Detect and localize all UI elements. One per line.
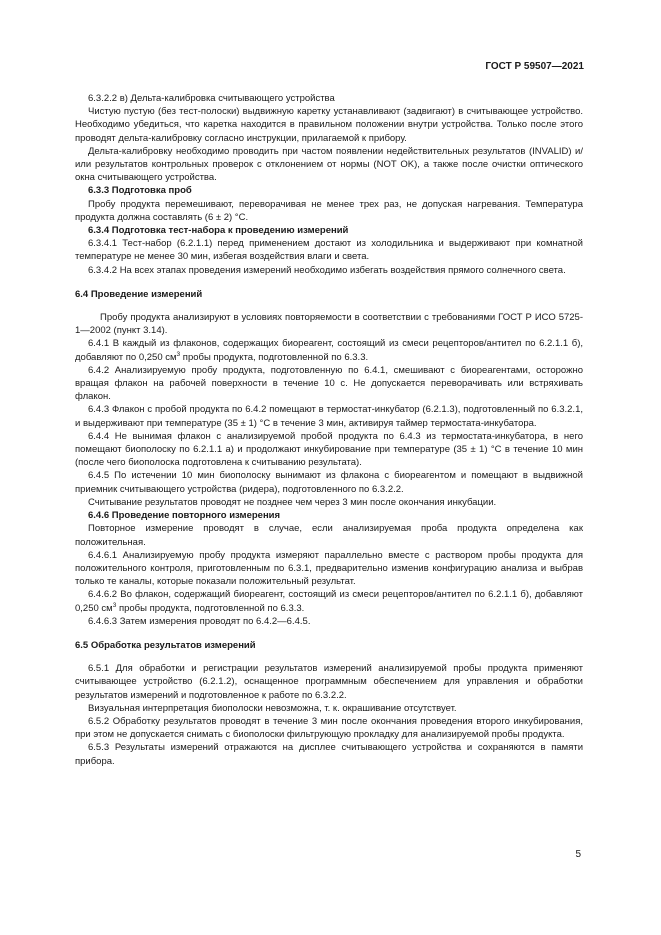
paragraph: 6.4.6.1 Анализируемую пробу продукта измеряют параллельно вместе с раствором пробы продукта для положительного контроля, приготовленным по 6.3.1, предварительно изменив конфигурацию анализа и выбрав только те каналы, которые показали положительный результат. [75, 549, 583, 588]
document-code-header: ГОСТ Р 59507—2021 [485, 61, 584, 72]
superscript: 3 [176, 350, 181, 358]
paragraph: 6.5.2 Обработку результатов проводят в течение 3 мин после окончания проведения второго инкубирования, при этом не допускается снимать с биополоски фильтрующую прокладку для анализируемой пробы продукта. [75, 715, 583, 741]
paragraph: Повторное измерение проводят в случае, если анализируемая проба продукта определена как положительная. [75, 523, 583, 548]
subsection-heading: 6.3.3 Подготовка проб [88, 185, 192, 197]
paragraph: 6.5.1 Для обработки и регистрации результатов измерений анализируемой пробы продукта применяют считывающее устройство (6.2.1.2), оснащенное программным обеспечением для управления и обработки результатов измерений и подготовленное к работе по 6.3.2.2. [75, 663, 583, 701]
paragraph-text: пробы продукта, подготовленной по 6.3.3. [180, 351, 369, 363]
paragraph-text: пробы продукта, подготовленной по 6.3.3. [116, 602, 305, 614]
subsection-heading: 6.3.4 Подготовка тест-набора к проведению измерений [88, 225, 349, 237]
section-heading: 6.5 Обработка результатов измерений [75, 639, 256, 651]
paragraph-text: 6.4.6.2 Во флакон, содержащий биореагент, состоящий из смеси рецепторов/антител по 6.2.1.1 б), добавляют 0,250 см [75, 589, 583, 614]
page-number: 5 [575, 849, 581, 860]
paragraph: 6.4.6.3 Затем измерения проводят по 6.4.2—6.4.5. [88, 615, 311, 627]
paragraph: Пробу продукта анализируют в условиях повторяемости в соответствии с требованиями ГОСТ Р ИСО 5725-1—2002 (пункт 3.14). [75, 312, 583, 337]
paragraph: 6.3.2.2 в) Дельта-калибровка считывающего устройства [88, 93, 335, 104]
section-heading: 6.4 Проведение измерений [75, 288, 203, 300]
paragraph [75, 588, 583, 614]
paragraph: 6.4.2 Анализируемую пробу продукта, подготовленную по 6.4.1, смешивают с биореагентами, осторожно вращая флакон на рабочей поверхности в течение 10 с. Не допускается переворачивать или встряхивать флакон. [75, 364, 583, 403]
paragraph: 6.4.5 По истечении 10 мин биополоску вынимают из флакона с биореагентом и помещают в выдвижной приемник считывающего устройства (ридера), подготовленного по 6.3.2.2. [75, 470, 583, 495]
paragraph-text: 6.4.1 В каждый из флаконов, содержащих биореагент, состоящий из смеси рецепторов/антител по 6.2.1.1 б), добавляют по 0,250 см [75, 338, 583, 363]
paragraph: 6.4.3 Флакон с пробой продукта по 6.4.2 помещают в термостат-инкубатор (6.2.1.3), подготовленный по 6.3.2.1, и выдерживают при температуре (35 ± 1) °С в течение 3 мин, активируя таймер термостата-инкубатора. [75, 404, 583, 429]
paragraph: 6.5.3 Результаты измерений отражаются на дисплее считывающего устройства и сохраняются в памяти прибора. [75, 742, 583, 767]
subsection-heading: 6.4.6 Проведение повторного измерения [88, 510, 281, 522]
paragraph: Дельта-калибровку необходимо проводить при частом появлении недействительных результатов (INVALID) и/или результатов контрольных проверок с отклонением от нормы (NOT OK), а также после очистки оптического окна считывающего устройства. [75, 145, 583, 184]
paragraph [75, 337, 583, 363]
paragraph: 6.3.4.2 На всех этапах проведения измерений необходимо избегать воздействия прямого солнечного света. [88, 264, 566, 276]
paragraph: Пробу продукта перемешивают, переворачивая не менее трех раз, не допуская нагревания. Температура продукта должна составлять (6 ± 2) °С. [75, 198, 583, 223]
superscript: 3 [112, 601, 117, 609]
paragraph: Считывание результатов проводят не позднее чем через 3 мин после окончания инкубации. [88, 496, 497, 508]
paragraph: Чистую пустую (без тест-полоски) выдвижную каретку устанавливают (задвигают) в считывающее устройство. Необходимо убедиться, что каретка находится в правильном положении внутри устройства. Только после этого проводят дельта-калибровку согласно инструкции, прилагаемой к прибору. [75, 106, 583, 144]
document-body [75, 92, 583, 768]
paragraph: Визуальная интерпретация биополоски невозможна, т. к. окрашивание отсутствует. [88, 702, 457, 714]
paragraph: 6.3.4.1 Тест-набор (6.2.1.1) перед применением достают из холодильника и выдерживают при комнатной температуре не менее 30 мин, избегая воздействия влаги и света. [75, 238, 583, 263]
paragraph: 6.4.4 Не вынимая флакон с анализируемой пробой продукта по 6.4.3 из термостата-инкубатора, в него помещают биополоску по 6.2.1.1 а) и продолжают инкубирование при температуре (35 ± 1) °С в течение 10 мин (после чего биополоска подготовлена к считыванию результата). [75, 430, 583, 469]
